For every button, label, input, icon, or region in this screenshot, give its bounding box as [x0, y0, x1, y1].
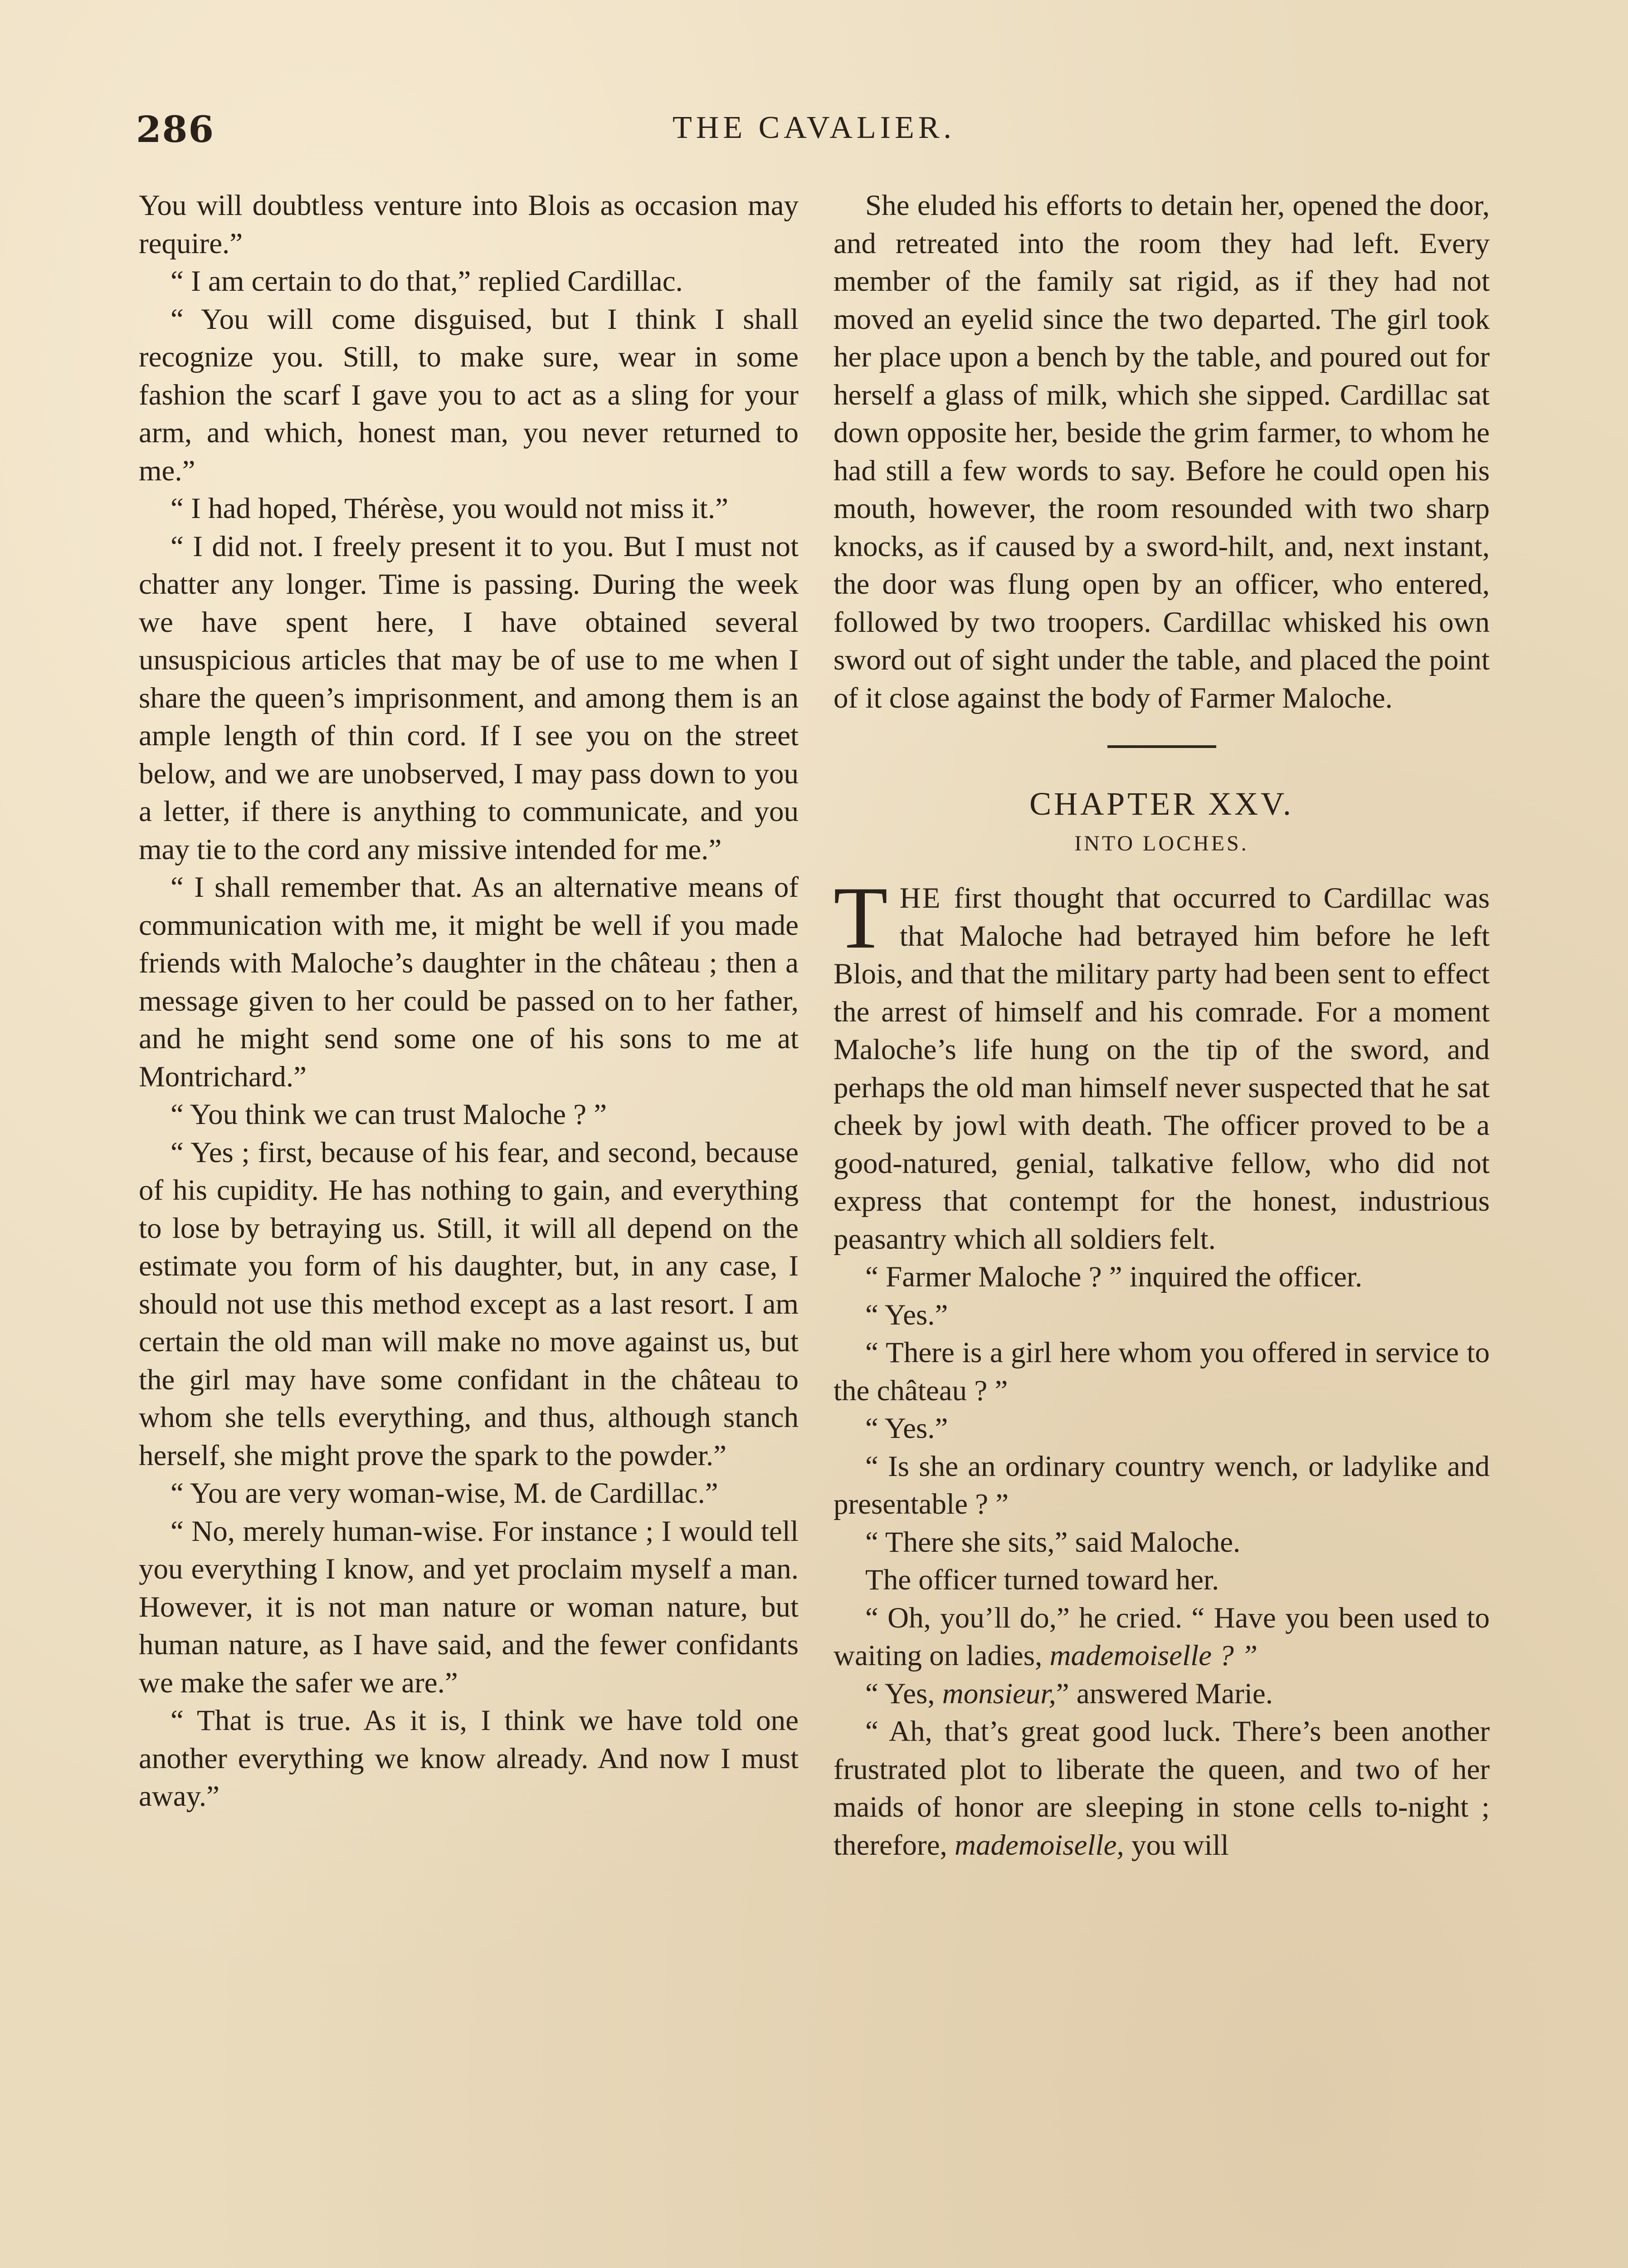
paragraph: “ You think we can trust Maloche ? ”: [171, 1098, 607, 1131]
left-column: [139, 187, 799, 1816]
paragraph: “ I had hoped, Thérèse, you would not miss it.”: [171, 492, 728, 525]
chapter-heading: CHAPTER XXV.: [1029, 786, 1294, 822]
paragraph: “ There she sits,” said Maloche.: [865, 1525, 1241, 1559]
paragraph: “ Is she an ordinary country wench, or ladylike and presentable ? ”: [833, 1450, 1490, 1520]
right-column: [833, 187, 1490, 1864]
paragraph: “ You will come disguised, but I think I shall recognize you. Still, to make sure, wear in some fashion the scarf I gave you to act as a sling for your arm, and which, honest man, you never returned to me.”: [139, 303, 799, 487]
section-divider: [1107, 745, 1216, 748]
paragraph: “ You are very woman-wise, M. de Cardillac.”: [171, 1477, 718, 1510]
opening-lead-word: HE: [899, 882, 942, 914]
paragraph: “ Farmer Maloche ? ” inquired the officer.: [865, 1261, 1363, 1293]
italic-text: mademoiselle ? ”: [1049, 1639, 1258, 1672]
paragraph: “ I did not. I freely present it to you. But I must not chatter any longer. Time is passing. During the week we have spent here, I have obtained several unsuspicious articles that may be of use to me when I share the queen’s imprisonment, and among them is an ample length of thin cord. If I see you on the street below, and we are unobserved, I may pass down to you a letter, if there is anything to communicate, and you may tie to the cord any missive intended for me.”: [139, 530, 799, 866]
chapter-subtitle: INTO LOCHES.: [1074, 831, 1249, 855]
paragraph: The officer turned toward her.: [865, 1564, 1219, 1596]
paragraph: She eluded his efforts to detain her, opened the door, and retreated into the room they had left. Every member of the family sat rigid, as if they had not moved an eyelid since the two departed. The girl took her place upon a bench by the table, and poured out for herself a glass of milk, which she sipped. Cardillac sat down opposite her, beside the grim farmer, to whom he had still a few words to say. Before he could open his mouth, however, the room resounded with two sharp knocks, as if caused by a sword-hilt, and, next instant, the door was flung open by an officer, who entered, followed by two troopers. Cardillac whisked his own sword out of sight under the table, and placed the point of it close against the body of Farmer Maloche.: [833, 189, 1490, 714]
page-number: 286: [136, 108, 214, 151]
paragraph: “ I am certain to do that,” replied Cardillac.: [171, 265, 683, 298]
text-run: “ Oh, you’ll do,” he cried. “ Have you been used to waiting on ladies,: [833, 1601, 1490, 1672]
paragraph: [833, 1675, 1490, 1713]
paragraph: “ No, merely human-wise. For instance ; I would tell you everything I know, and yet proclaim myself a man. However, it is not man nature or woman nature, but human nature, as I have said, and the fewer confidants we make the safer we are.”: [139, 1515, 799, 1699]
drop-cap: T: [833, 869, 888, 967]
paragraph: [833, 1713, 1490, 1864]
text-run: “ Ah, that’s great good luck. There’s been another frustrated plot to liberate the queen, and two of her maids of honor are sleeping in stone cells to-night ; therefore,: [833, 1715, 1490, 1862]
running-title: THE CAVALIER.: [673, 110, 955, 145]
text-run: ” answered Marie.: [1056, 1677, 1273, 1710]
text-run: you will: [1124, 1828, 1229, 1862]
italic-text: mademoiselle,: [955, 1828, 1124, 1862]
paragraph: “ There is a girl here whom you offered in service to the château ? ”: [833, 1336, 1490, 1407]
paragraph: “ That is true. As it is, I think we have told one another everything we know already. And now I must away.”: [139, 1704, 799, 1813]
paragraph: You will doubtless venture into Blois as occasion may require.”: [139, 189, 799, 260]
italic-text: monsieur,: [942, 1677, 1056, 1710]
text-run: “ Yes,: [865, 1677, 942, 1710]
opening-text: first thought that occurred to Cardillac was that Maloche had betrayed him before he left Blois, and that the military party had been sent to effect the arrest of himself and his comrade. For a moment Maloche’s life hung on the tip of the sword, and perhaps the old man himself never suspected that he sat cheek by jowl with death. The officer proved to be a good-natured, genial, talkative fellow, who did not express that contempt for the honest, industrious peasantry which all soldiers felt.: [833, 882, 1490, 1256]
running-head: [136, 108, 1492, 158]
paragraph: “ Yes ; first, because of his fear, and second, because of his cupidity. He has nothing to gain, and everything to lose by betraying us. Still, it will all depend on the estimate you form of his daughter, but, in any case, I should not use this method except as a last resort. I am certain the old man will make no move against us, but the girl may have some confidant in the château to whom she tells everything, and thus, although stanch herself, she might prove the spark to the powder.”: [139, 1136, 799, 1472]
paragraph: “ Yes.”: [865, 1412, 948, 1445]
paragraph: “ Yes.”: [865, 1298, 948, 1331]
paragraph: “ I shall remember that. As an alternative means of communication with me, it might be well if you made friends with Maloche’s daughter in the château ; then a message given to her could be passed on to her father, and he might send some one of his sons to me at Montrichard.”: [139, 871, 799, 1093]
paragraph: [833, 1599, 1490, 1675]
opening-paragraph: [833, 869, 1490, 1258]
